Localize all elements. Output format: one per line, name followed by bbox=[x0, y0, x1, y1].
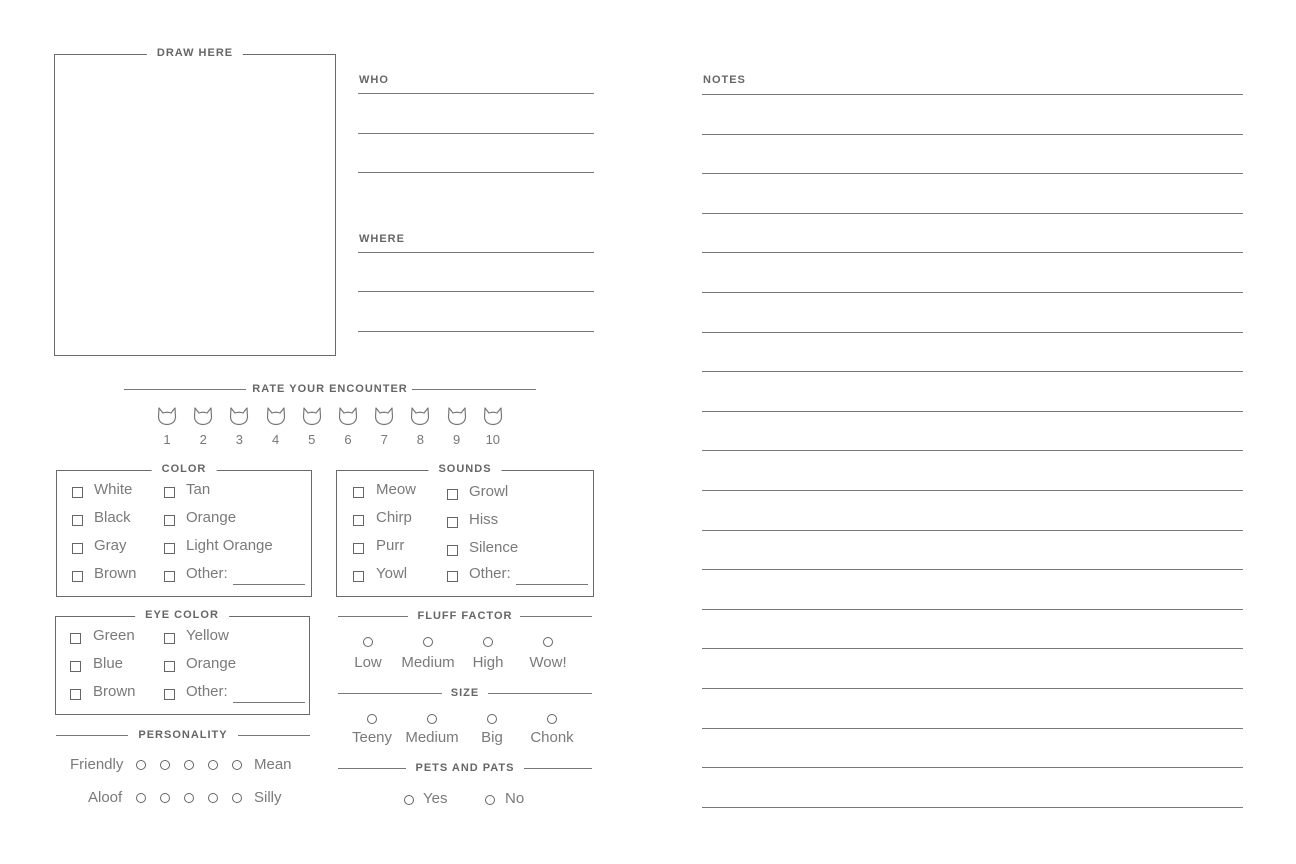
pets-yes-radio[interactable] bbox=[404, 795, 414, 805]
eye-color-checkbox[interactable] bbox=[164, 633, 175, 644]
fluff-option-label: Wow! bbox=[529, 654, 567, 671]
eye-color-other-blank[interactable] bbox=[233, 702, 305, 703]
rating-number: 8 bbox=[416, 432, 425, 447]
notes-line[interactable] bbox=[702, 292, 1243, 293]
rating-number: 6 bbox=[344, 432, 352, 447]
notes-line[interactable] bbox=[702, 648, 1243, 649]
who-line-1[interactable] bbox=[358, 93, 594, 94]
rating-number: 10 bbox=[485, 432, 501, 447]
sounds-option-label: Purr bbox=[376, 537, 405, 554]
sounds-checkbox[interactable] bbox=[353, 543, 364, 554]
where-line-1[interactable] bbox=[358, 252, 594, 253]
size-title: SIZE bbox=[450, 687, 480, 699]
personality-radio[interactable] bbox=[136, 793, 146, 803]
fluff-option-label: High bbox=[472, 654, 504, 671]
sounds-checkbox[interactable] bbox=[447, 489, 458, 500]
rating-number: 2 bbox=[199, 432, 207, 447]
aloof-label: Aloof bbox=[88, 789, 123, 806]
color-option-label: Brown bbox=[94, 565, 137, 582]
fluff-title: FLUFF FACTOR bbox=[417, 610, 513, 622]
cat-rating-icon[interactable] bbox=[301, 406, 323, 431]
silly-label: Silly bbox=[254, 789, 282, 806]
notes-line[interactable] bbox=[702, 490, 1243, 491]
personality-radio[interactable] bbox=[160, 760, 170, 770]
fluff-radio[interactable] bbox=[363, 637, 373, 647]
notes-line[interactable] bbox=[702, 450, 1243, 451]
size-option-label: Big bbox=[481, 729, 503, 746]
notes-line[interactable] bbox=[702, 728, 1243, 729]
cat-rating-icon[interactable] bbox=[156, 406, 178, 431]
notes-line[interactable] bbox=[702, 807, 1243, 808]
where-line-3[interactable] bbox=[358, 331, 594, 332]
rating-number: 9 bbox=[452, 432, 461, 447]
rating-number: 3 bbox=[235, 432, 244, 447]
size-divider-left bbox=[338, 693, 442, 694]
eye-color-title: EYE COLOR bbox=[135, 609, 229, 621]
fluff-option-label: Low bbox=[354, 654, 382, 671]
eye-color-option-label: Brown bbox=[93, 683, 136, 700]
color-title: COLOR bbox=[152, 463, 217, 475]
fluff-divider-right bbox=[520, 616, 592, 617]
color-checkbox[interactable] bbox=[72, 543, 83, 554]
fluff-radio[interactable] bbox=[423, 637, 433, 647]
cat-rating-icon[interactable] bbox=[373, 406, 395, 431]
size-divider-right bbox=[488, 693, 592, 694]
sounds-option-label: Hiss bbox=[469, 511, 499, 528]
friendly-label: Friendly bbox=[70, 756, 124, 773]
personality-radio[interactable] bbox=[136, 760, 146, 770]
color-checkbox[interactable] bbox=[164, 543, 175, 554]
fluff-option-label: Medium bbox=[401, 654, 455, 671]
notes-line[interactable] bbox=[702, 252, 1243, 253]
sounds-option-label: Chirp bbox=[376, 509, 412, 526]
sounds-option-label: Other: bbox=[469, 565, 511, 582]
fluff-radio[interactable] bbox=[483, 637, 493, 647]
notes-line[interactable] bbox=[702, 609, 1243, 610]
color-checkbox[interactable] bbox=[72, 487, 83, 498]
color-option-label: Tan bbox=[186, 481, 211, 498]
size-option-label: Chonk bbox=[530, 729, 574, 746]
size-option-label: Teeny bbox=[351, 729, 393, 746]
notes-line[interactable] bbox=[702, 94, 1243, 95]
color-checkbox[interactable] bbox=[164, 515, 175, 526]
size-radio[interactable] bbox=[427, 714, 437, 724]
draw-here-label: DRAW HERE bbox=[147, 47, 243, 59]
personality-divider-left bbox=[56, 735, 128, 736]
mean-label: Mean bbox=[254, 756, 292, 773]
sounds-other-blank[interactable] bbox=[516, 584, 588, 585]
who-line-3[interactable] bbox=[358, 172, 594, 173]
color-checkbox[interactable] bbox=[72, 571, 83, 582]
personality-radio[interactable] bbox=[232, 760, 242, 770]
size-radio[interactable] bbox=[367, 714, 377, 724]
eye-color-checkbox[interactable] bbox=[70, 633, 81, 644]
notes-line[interactable] bbox=[702, 213, 1243, 214]
pets-title: PETS AND PATS bbox=[415, 762, 515, 774]
color-checkbox[interactable] bbox=[72, 515, 83, 526]
fluff-divider-left bbox=[338, 616, 408, 617]
color-option-label: Light Orange bbox=[186, 537, 273, 554]
personality-radio[interactable] bbox=[232, 793, 242, 803]
color-option-label: Black bbox=[94, 509, 131, 526]
eye-color-option-label: Other: bbox=[186, 683, 228, 700]
where-line-2[interactable] bbox=[358, 291, 594, 292]
notes-line[interactable] bbox=[702, 569, 1243, 570]
cat-rating-icon[interactable] bbox=[482, 406, 504, 431]
cat-rating-icon[interactable] bbox=[409, 406, 431, 431]
sounds-checkbox[interactable] bbox=[447, 517, 458, 528]
size-option-label: Medium bbox=[405, 729, 459, 746]
rating-number: 5 bbox=[308, 432, 316, 447]
rating-number: 4 bbox=[271, 432, 280, 447]
notes-line[interactable] bbox=[702, 134, 1243, 135]
notes-line[interactable] bbox=[702, 411, 1243, 412]
pets-divider-left bbox=[338, 768, 406, 769]
personality-title: PERSONALITY bbox=[138, 729, 228, 741]
sounds-option-label: Growl bbox=[469, 483, 509, 500]
notes-line[interactable] bbox=[702, 530, 1243, 531]
notes-line[interactable] bbox=[702, 767, 1243, 768]
rate-divider-right bbox=[412, 389, 536, 390]
sounds-option-label: Yowl bbox=[376, 565, 408, 582]
size-radio[interactable] bbox=[487, 714, 497, 724]
sounds-box bbox=[336, 470, 594, 597]
pets-no-radio[interactable] bbox=[485, 795, 495, 805]
draw-area[interactable] bbox=[54, 54, 336, 356]
where-label: WHERE bbox=[359, 233, 405, 245]
sounds-checkbox[interactable] bbox=[447, 545, 458, 556]
who-label: WHO bbox=[359, 74, 389, 86]
personality-radio[interactable] bbox=[208, 793, 218, 803]
personality-radio[interactable] bbox=[208, 760, 218, 770]
eye-color-option-label: Yellow bbox=[186, 627, 229, 644]
notes-line[interactable] bbox=[702, 332, 1243, 333]
personality-divider-right bbox=[238, 735, 310, 736]
eye-color-checkbox[interactable] bbox=[70, 661, 81, 672]
personality-radio[interactable] bbox=[160, 793, 170, 803]
eye-color-option-label: Orange bbox=[186, 655, 237, 672]
sounds-checkbox[interactable] bbox=[353, 515, 364, 526]
cat-rating-icon[interactable] bbox=[337, 406, 359, 431]
notes-label: NOTES bbox=[703, 74, 746, 86]
notes-line[interactable] bbox=[702, 688, 1243, 689]
cat-rating-icon[interactable] bbox=[192, 406, 214, 431]
cat-rating-icon[interactable] bbox=[265, 406, 287, 431]
personality-radio[interactable] bbox=[184, 793, 194, 803]
sounds-option-label: Meow bbox=[376, 481, 417, 498]
cat-rating-icon[interactable] bbox=[228, 406, 250, 431]
sounds-title: SOUNDS bbox=[428, 463, 501, 475]
color-checkbox[interactable] bbox=[164, 487, 175, 498]
sounds-checkbox[interactable] bbox=[353, 487, 364, 498]
eye-color-checkbox[interactable] bbox=[164, 689, 175, 700]
fluff-radio[interactable] bbox=[543, 637, 553, 647]
color-option-label: Other: bbox=[186, 565, 228, 582]
eye-color-checkbox[interactable] bbox=[70, 689, 81, 700]
rate-title: RATE YOUR ENCOUNTER bbox=[252, 383, 408, 395]
color-option-label: Orange bbox=[186, 509, 237, 526]
notes-line[interactable] bbox=[702, 371, 1243, 372]
sounds-checkbox[interactable] bbox=[353, 571, 364, 582]
notes-line[interactable] bbox=[702, 173, 1243, 174]
color-option-label: Gray bbox=[94, 537, 127, 554]
pets-no-label: No bbox=[505, 790, 525, 807]
eye-color-checkbox[interactable] bbox=[164, 661, 175, 672]
personality-radio[interactable] bbox=[184, 760, 194, 770]
rating-number: 7 bbox=[380, 432, 388, 447]
color-other-blank[interactable] bbox=[233, 584, 305, 585]
pets-yes-label: Yes bbox=[423, 790, 448, 807]
rating-number: 1 bbox=[163, 432, 171, 447]
eye-color-option-label: Green bbox=[93, 627, 135, 644]
cat-rating-icon[interactable] bbox=[446, 406, 468, 431]
color-option-label: White bbox=[94, 481, 133, 498]
size-radio[interactable] bbox=[547, 714, 557, 724]
rate-divider-left bbox=[124, 389, 246, 390]
color-checkbox[interactable] bbox=[164, 571, 175, 582]
sounds-checkbox[interactable] bbox=[447, 571, 458, 582]
sounds-option-label: Silence bbox=[469, 539, 519, 556]
eye-color-option-label: Blue bbox=[93, 655, 124, 672]
pets-divider-right bbox=[524, 768, 592, 769]
who-line-2[interactable] bbox=[358, 133, 594, 134]
